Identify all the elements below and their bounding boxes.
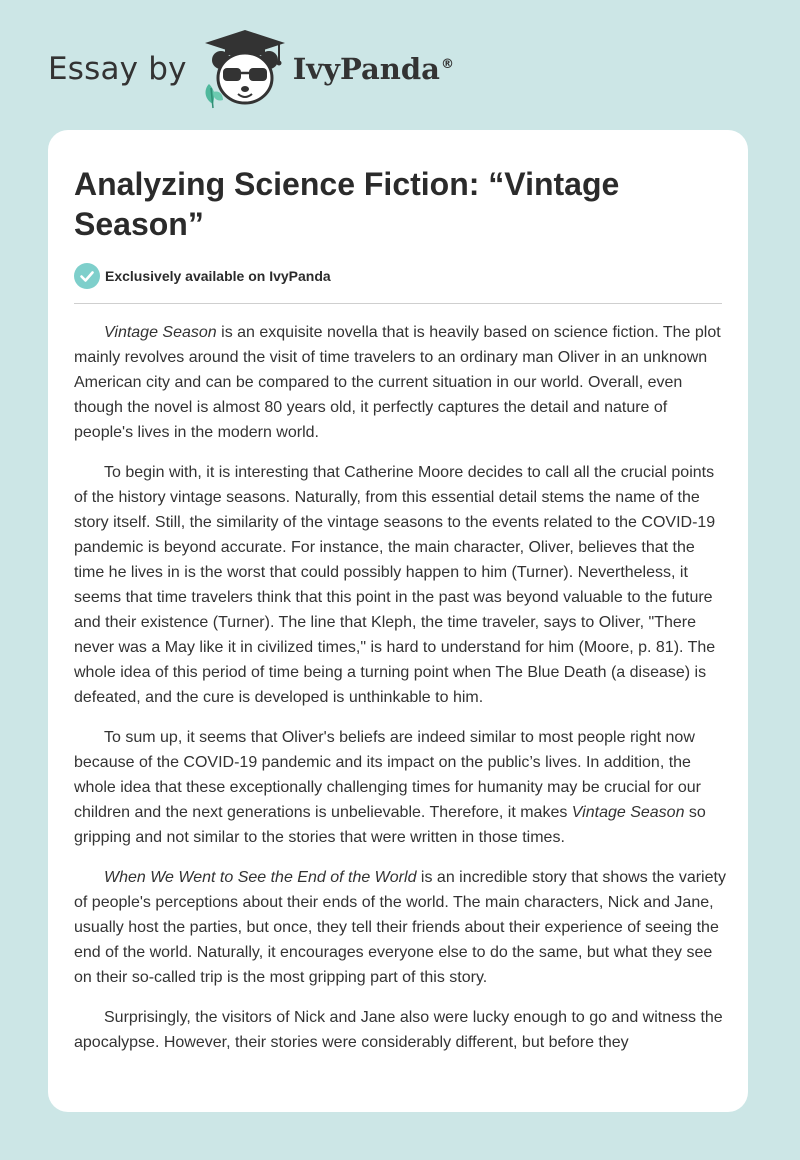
- paragraph: [74, 460, 726, 710]
- divider: [74, 303, 722, 304]
- paragraph-text: is an incredible story that shows the variety of people's perceptions about their ends of the world. The main characters, Nick and Jane, usually host the parties, but once, they tell their friends about their experience of seeing the end of the world. Naturally, it encourages everyone else to do the same, but what they see on their so-called trip is the most gripping part of this story.: [74, 869, 726, 986]
- paragraph-text: is an exquisite novella that is heavily based on science fiction. The plot mainly revolves around the visit of time travelers to an ordinary man Oliver in an unknown American city and can be compared to the current situation in our world. Overall, even though the novel is almost 80 years old, it perfectly captures the detail and nature of people's lives in the modern world.: [74, 324, 721, 441]
- site-header: [48, 28, 454, 110]
- brand-prefix: Essay by: [48, 51, 187, 87]
- panda-logo-icon[interactable]: [201, 28, 289, 110]
- paragraph-text: Surprisingly, the visitors of Nick and Jane also were lucky enough to go and witness the apocalypse. However, their stories were considerably different, but before they: [74, 1009, 723, 1051]
- essay-card: [48, 130, 748, 1112]
- paragraph-text: To begin with, it is interesting that Catherine Moore decides to call all the crucial points of the history vintage seasons. Naturally, from this essential detail stems the name of the story itself. Still, the similarity of the vintage seasons to the events related to the COVID-19 pandemic is beyond accurate. For instance, the main character, Oliver, believes that the time he lives in is the worst that could possibly happen to him (Turner). Nevertheless, it seems that time travelers think that this point in the past was beyond valuable to the future and their existence (Turner). The line that Kleph, the time traveler, says to Oliver, "There never was a May like it in civilized times," is hard to understand for him (Moore, p. 81). The whole idea of this period of time being a turning point when The Blue Death (a disease) is defeated, and the cure is developed is unthinkable to him.: [74, 464, 716, 706]
- page-title: Analyzing Science Fiction: “Vintage Season”: [74, 166, 620, 242]
- exclusive-badge: [74, 263, 331, 289]
- paragraph: [74, 320, 726, 445]
- badge-label: Exclusively available on IvyPanda: [105, 268, 331, 284]
- brand-name[interactable]: IvyPanda®: [292, 52, 454, 86]
- italic-title: Vintage Season: [571, 804, 685, 821]
- italic-title: When We Went to See the End of the World: [104, 869, 417, 886]
- paragraph-text: so gripping and not similar to the stories that were written in those times.: [74, 804, 706, 846]
- paragraph: [74, 725, 726, 850]
- registered-mark: ®: [440, 57, 454, 73]
- essay-body: [74, 320, 726, 1070]
- paragraph: [74, 865, 726, 990]
- paragraph: [74, 1005, 726, 1055]
- italic-title: Vintage Season: [104, 324, 217, 341]
- paragraph-text: To sum up, it seems that Oliver's beliefs are indeed similar to most people right now because of the COVID-19 pandemic and its impact on the public’s lives. In addition, the whole idea that these exceptionally challenging times for humanity may be crucial for our children and the next generations is unbelievable. Therefore, it makes: [74, 729, 701, 821]
- check-circle-icon: [74, 263, 100, 289]
